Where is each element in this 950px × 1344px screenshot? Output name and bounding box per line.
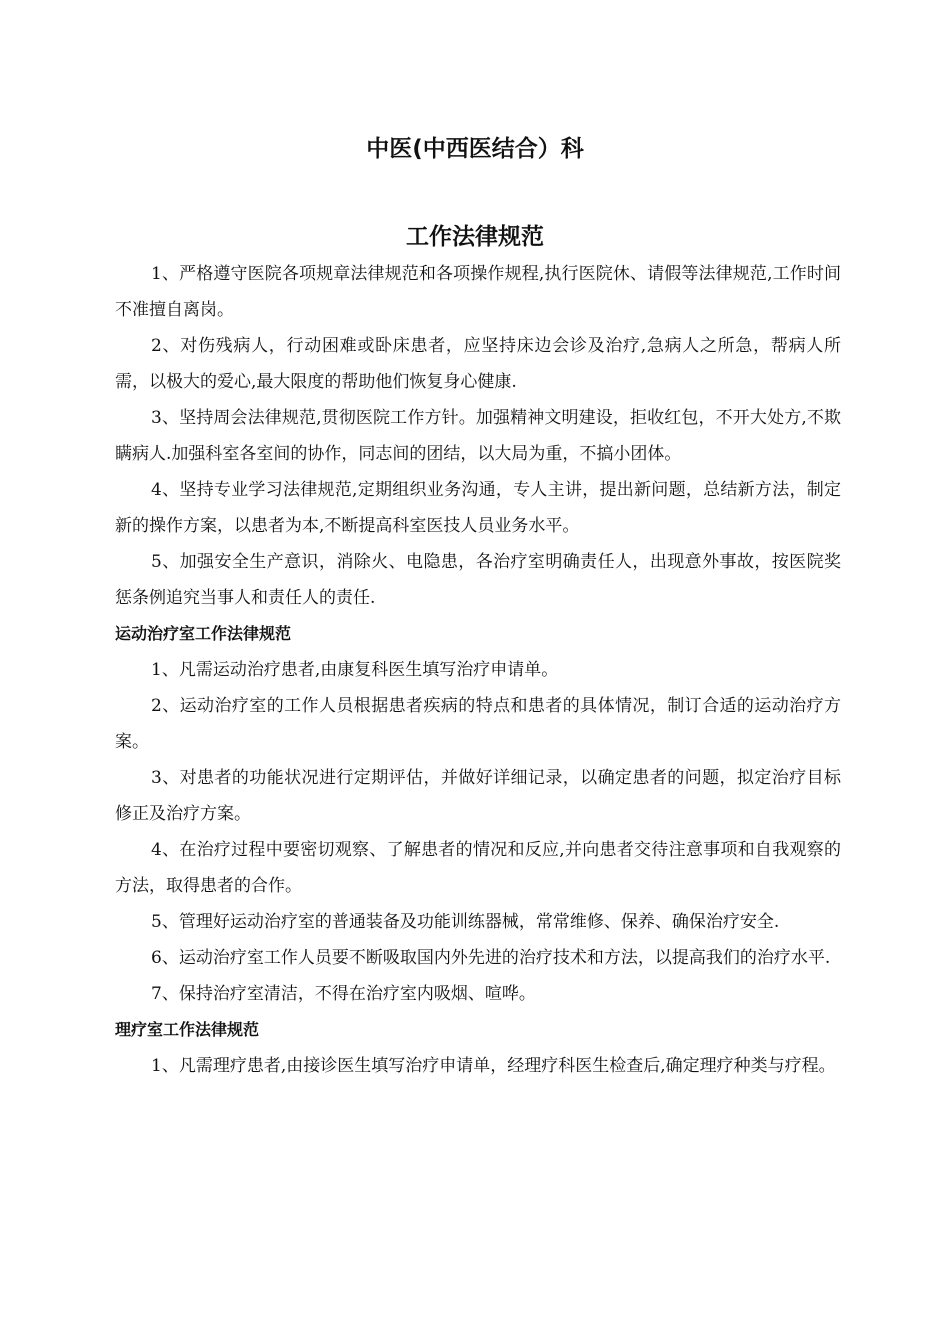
motion-therapy-item: 7、保持治疗室清洁，不得在治疗室内吸烟、喧哗。 — [151, 984, 536, 1004]
general-item: 5、加强安全生产意识，消除火、电隐患，各治疗室明确责任人，出现意外事故，按医院奖惩条例追究当事人和责任人的责任. — [115, 552, 841, 608]
document-body — [115, 256, 841, 1084]
motion-therapy-item: 6、运动治疗室工作人员要不断吸取国内外先进的治疗技术和方法，以提高我们的治疗水平. — [151, 948, 831, 968]
motion-therapy-item: 5、管理好运动治疗室的普通装备及功能训练器械，常常维修、保养、确保治疗安全. — [151, 912, 780, 932]
physio-therapy-heading: 理疗室工作法律规范 — [115, 1020, 260, 1039]
general-item: 4、坚持专业学习法律规范,定期组织业务沟通，专人主讲，提出新问题，总结新方法，制定新的操作方案，以患者为本,不断提高科室医技人员业务水平。 — [115, 480, 841, 536]
document-title: 中医(中西医结合）科 — [366, 136, 584, 162]
motion-therapy-item: 3、对患者的功能状况进行定期评估，并做好详细记录，以确定患者的问题，拟定治疗目标修正及治疗方案。 — [115, 768, 841, 824]
general-item: 1、严格遵守医院各项规章法律规范和各项操作规程,执行医院休、请假等法律规范,工作时间不准擅自离岗。 — [115, 264, 841, 320]
motion-therapy-item: 1、凡需运动治疗患者,由康复科医生填写治疗申请单。 — [151, 660, 559, 680]
physio-therapy-item: 1、凡需理疗患者,由接诊医生填写治疗申请单，经理疗科医生检查后,确定理疗种类与疗程。 — [151, 1056, 836, 1076]
section-title: 工作法律规范 — [406, 224, 544, 250]
motion-therapy-item: 4、在治疗过程中要密切观察、了解患者的情况和反应,并向患者交待注意事项和自我观察的方法，取得患者的合作。 — [115, 840, 841, 896]
motion-therapy-heading: 运动治疗室工作法律规范 — [115, 624, 292, 643]
motion-therapy-item: 2、运动治疗室的工作人员根据患者疾病的特点和患者的具体情况，制订合适的运动治疗方案。 — [115, 696, 841, 752]
general-item: 3、坚持周会法律规范,贯彻医院工作方针。加强精神文明建设，拒收红包，不开大处方,不欺瞒病人.加强科室各室间的协作，同志间的团结，以大局为重，不搞小团体。 — [115, 408, 841, 464]
general-item: 2、对伤残病人，行动困难或卧床患者，应坚持床边会诊及治疗,急病人之所急，帮病人所需，以极大的爱心,最大限度的帮助他们恢复身心健康. — [115, 336, 841, 392]
